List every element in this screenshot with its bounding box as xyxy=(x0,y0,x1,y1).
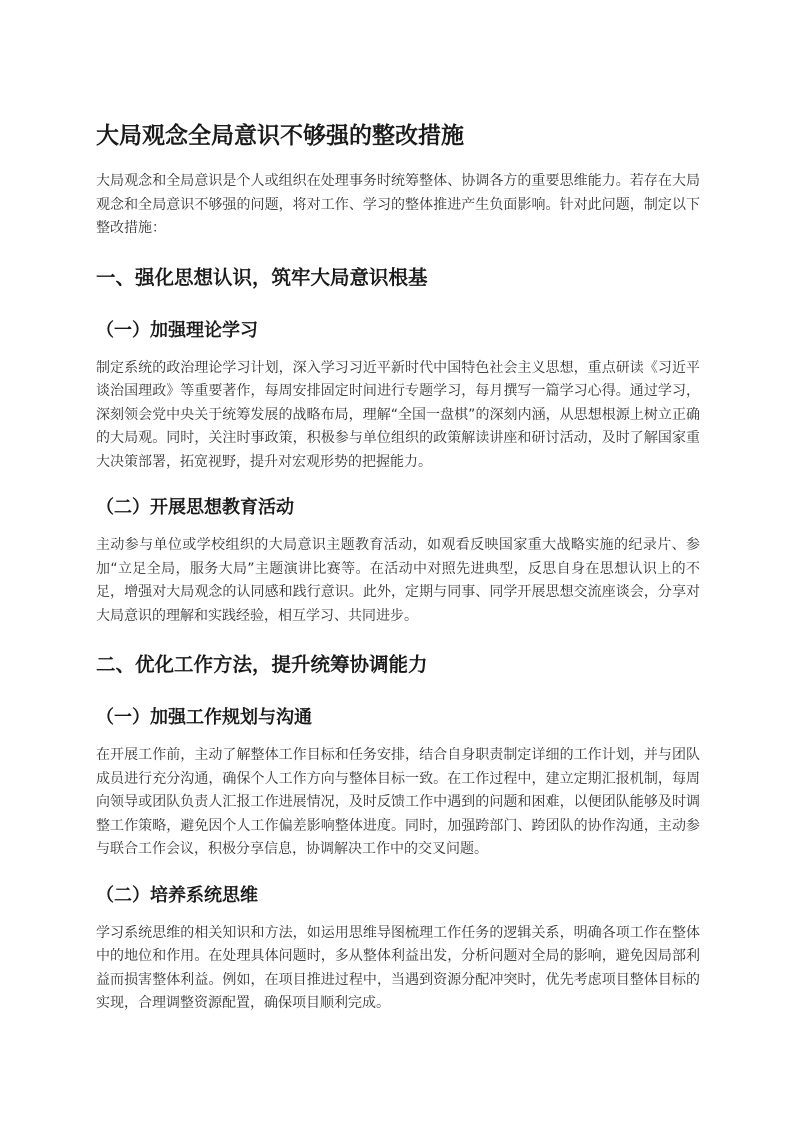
subsection-body-1-1: 制定系统的政治理论学习计划，深入学习习近平新时代中国特色社会主义思想，重点研读《习近平谈治国理政》等重要著作，每周安排固定时间进行专题学习，每月撰写一篇学习心得。通过学习，深刻领会党中央关于统筹发展的战略布局，理解“全国一盘棋”的深刻内涵，从思想根源上树立正确的大局观。同时，关注时事政策，积极参与单位组织的政策解读讲座和研讨活动，及时了解国家重大决策部署，拓宽视野，提升对宏观形势的把握能力。 xyxy=(96,359,700,470)
subsection-heading-2-1: （一）加强工作规划与沟通 xyxy=(96,707,312,728)
subsection-body-1-2: 主动参与单位或学校组织的大局意识主题教育活动，如观看反映国家重大战略实施的纪录片、参加“立足全局，服务大局”主题演讲比赛等。在活动中对照先进典型，反思自身在思想认识上的不足，增强对大局观念的认同感和践行意识。此外，定期与同事、同学开展思想交流座谈会，分享对大局意识的理解和实践经验，相互学习、共同进步。 xyxy=(96,537,700,624)
page-title: 大局观念全局意识不够强的整改措施 xyxy=(96,123,464,149)
subsection-heading-2-2: （二）培养系统思维 xyxy=(96,884,258,906)
subsection-heading-1-2: （二）开展思想教育活动 xyxy=(96,497,294,518)
section-heading-2: 二、优化工作方法，提升统筹协调能力 xyxy=(96,653,428,676)
section-heading-1: 一、强化思想认识，筑牢大局意识根基 xyxy=(96,265,428,289)
subsection-body-2-1: 在开展工作前，主动了解整体工作目标和任务安排，结合自身职责制定详细的工作计划，并与团队成员进行充分沟通，确保个人工作方向与整体目标一致。在工作过程中，建立定期汇报机制，每周向领导或团队负责人汇报工作进展情况，及时反馈工作中遇到的问题和困难，以便团队能够及时调整工作策略，避免因个人工作偏差影响整体进度。同时，加强跨部门、跨团队的协作沟通，主动参与联合工作会议，积极分享信息，协调解决工作中的交叉问题。 xyxy=(96,747,700,857)
document-content xyxy=(96,118,700,1016)
subsection-heading-1-1: （一）加强理论学习 xyxy=(96,319,258,341)
intro-paragraph: 大局观念和全局意识是个人或组织在处理事务时统筹整体、协调各方的重要思维能力。若存在大局观念和全局意识不够强的问题，将对工作、学习的整体推进产生负面影响。针对此问题，制定以下整改措施： xyxy=(96,173,700,236)
subsection-body-2-2: 学习系统思维的相关知识和方法，如运用思维导图梳理工作任务的逻辑关系，明确各项工作在整体中的地位和作用。在处理具体问题时，多从整体利益出发，分析问题对全局的影响，避免因局部利益而损害整体利益。例如，在项目推进过程中，当遇到资源分配冲突时，优先考虑项目整体目标的实现，合理调整资源配置，确保项目顺利完成。 xyxy=(96,924,700,1011)
